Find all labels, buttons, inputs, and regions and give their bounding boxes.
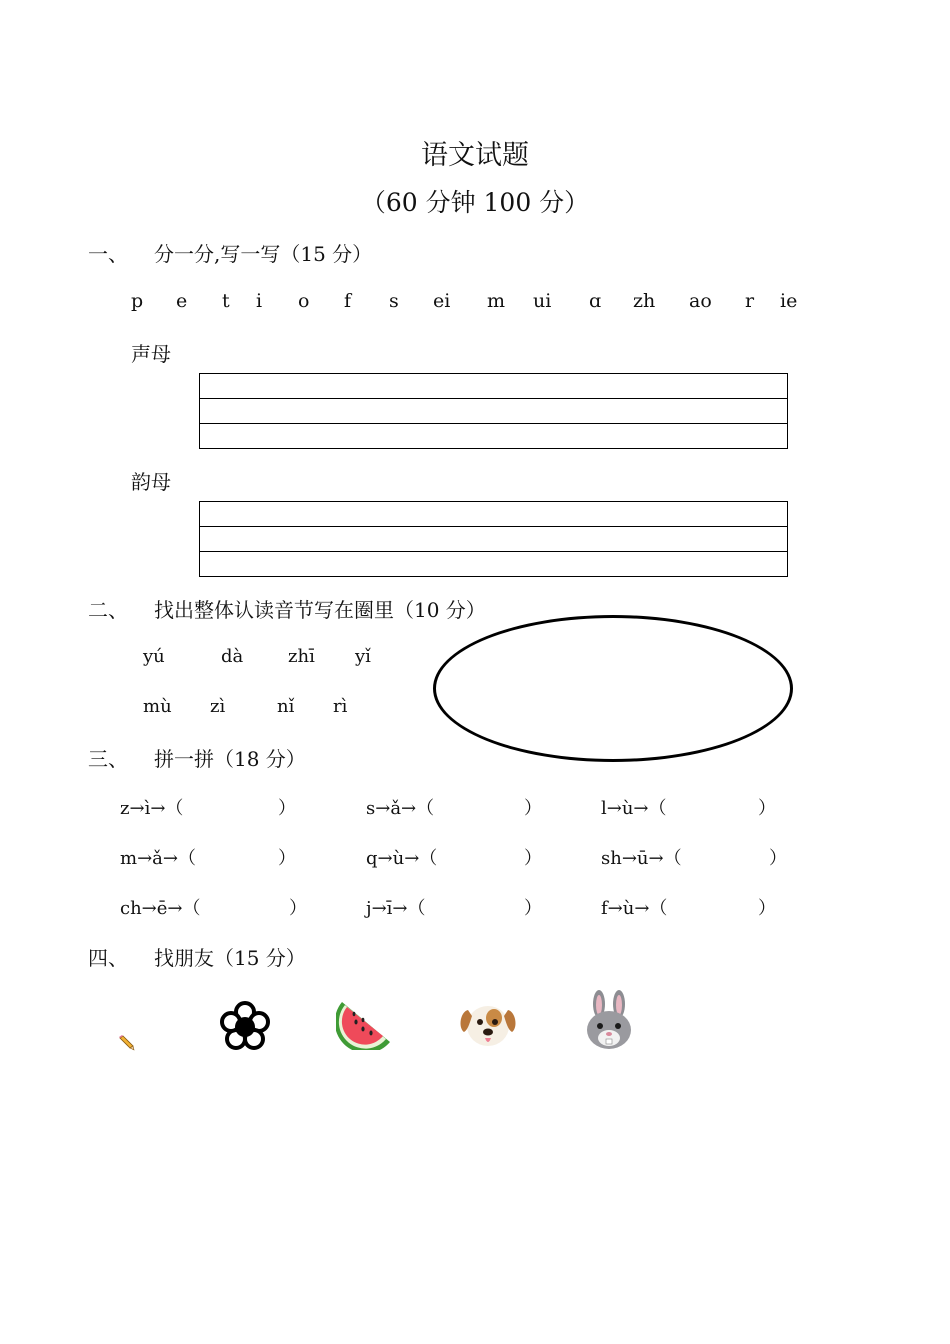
letter-item: r — [745, 290, 755, 312]
syllable-item: nǐ — [277, 696, 295, 717]
spelling-answer-close[interactable]: ） — [278, 848, 296, 869]
spelling-item — [601, 794, 667, 820]
syllable-item: yú — [143, 646, 165, 667]
spelling-prompt: f→ù→（ — [601, 898, 668, 919]
section-1-number: 一、 — [88, 242, 128, 266]
section-4-text: 找朋友（15 分） — [154, 946, 306, 970]
section-3-text: 拼一拼（18 分） — [154, 747, 306, 771]
spelling-answer-close[interactable]: ） — [289, 898, 307, 919]
spelling-answer-close[interactable]: ） — [769, 848, 787, 869]
spelling-item — [366, 894, 426, 920]
writing-line[interactable] — [200, 424, 788, 449]
spelling-item — [120, 844, 196, 870]
letter-item: e — [176, 290, 188, 312]
answer-circle[interactable] — [433, 615, 793, 762]
page-title: 语文试题 — [421, 140, 529, 171]
letter-item: ei — [433, 290, 451, 312]
spelling-prompt: sh→ū→（ — [601, 848, 682, 869]
spelling-item — [601, 894, 667, 920]
spelling-answer-close[interactable]: ） — [524, 898, 542, 919]
letter-item: ie — [780, 290, 798, 312]
shengmu-label: 声母 — [131, 342, 171, 366]
pencil-icon — [118, 1035, 136, 1051]
writing-line[interactable] — [200, 374, 788, 399]
section-2-text: 找出整体认读音节写在圈里（10 分） — [154, 598, 486, 622]
spelling-prompt: s→ǎ→（ — [366, 798, 435, 819]
spelling-answer-close[interactable]: ） — [758, 898, 776, 919]
section-3-heading — [88, 743, 306, 772]
spelling-item — [366, 844, 437, 870]
spelling-prompt: j→ī→（ — [366, 898, 426, 919]
spelling-answer-close[interactable]: ） — [278, 798, 296, 819]
spelling-prompt: z→ì→（ — [120, 798, 184, 819]
page-subtitle: （60 分钟 100 分） — [360, 188, 590, 217]
yunmu-label: 韵母 — [131, 470, 171, 494]
letter-item: o — [298, 290, 310, 312]
section-2-heading — [88, 594, 486, 623]
syllable-item: dà — [221, 646, 244, 667]
spelling-item — [120, 794, 183, 820]
section-3-number: 三、 — [88, 747, 128, 771]
letter-item: m — [487, 290, 506, 312]
letter-item: f — [344, 290, 352, 312]
spelling-prompt: l→ù→（ — [601, 798, 667, 819]
section-2-number: 二、 — [88, 598, 128, 622]
watermelon-icon — [336, 996, 396, 1050]
letter-item: ɑ — [589, 290, 602, 312]
writing-line[interactable] — [200, 502, 788, 527]
section-1-heading — [88, 238, 372, 267]
syllable-item: zì — [210, 696, 226, 717]
spelling-answer-close[interactable]: ） — [524, 848, 542, 869]
letter-item: i — [256, 290, 263, 312]
writing-line[interactable] — [200, 399, 788, 424]
syllable-item: zhī — [288, 646, 315, 667]
flower-icon — [218, 1000, 272, 1054]
shengmu-writing-grid[interactable] — [199, 373, 788, 449]
letter-item: t — [222, 290, 230, 312]
syllable-item: yǐ — [355, 646, 371, 667]
section-4-heading — [88, 942, 306, 971]
spelling-answer-close[interactable]: ） — [758, 798, 776, 819]
writing-line[interactable] — [200, 527, 788, 552]
letter-item: zh — [633, 290, 656, 312]
spelling-prompt: q→ù→（ — [366, 848, 438, 869]
spelling-item — [601, 844, 682, 870]
syllable-item: mù — [143, 696, 172, 717]
rabbit-icon — [580, 990, 638, 1052]
writing-line[interactable] — [200, 552, 788, 577]
yunmu-writing-grid[interactable] — [199, 501, 788, 577]
letter-item: p — [131, 290, 144, 312]
letter-item: ui — [533, 290, 552, 312]
dog-icon — [458, 996, 518, 1052]
section-4-number: 四、 — [88, 946, 128, 970]
spelling-item — [120, 894, 201, 920]
spelling-prompt: ch→ē→（ — [120, 898, 201, 919]
spelling-item — [366, 794, 434, 820]
syllable-item: rì — [333, 696, 348, 717]
letter-item: s — [389, 290, 399, 312]
spelling-answer-close[interactable]: ） — [524, 798, 542, 819]
letter-item: ao — [689, 290, 712, 312]
spelling-prompt: m→ǎ→（ — [120, 848, 196, 869]
section-1-text: 分一分,写一写（15 分） — [154, 242, 373, 266]
